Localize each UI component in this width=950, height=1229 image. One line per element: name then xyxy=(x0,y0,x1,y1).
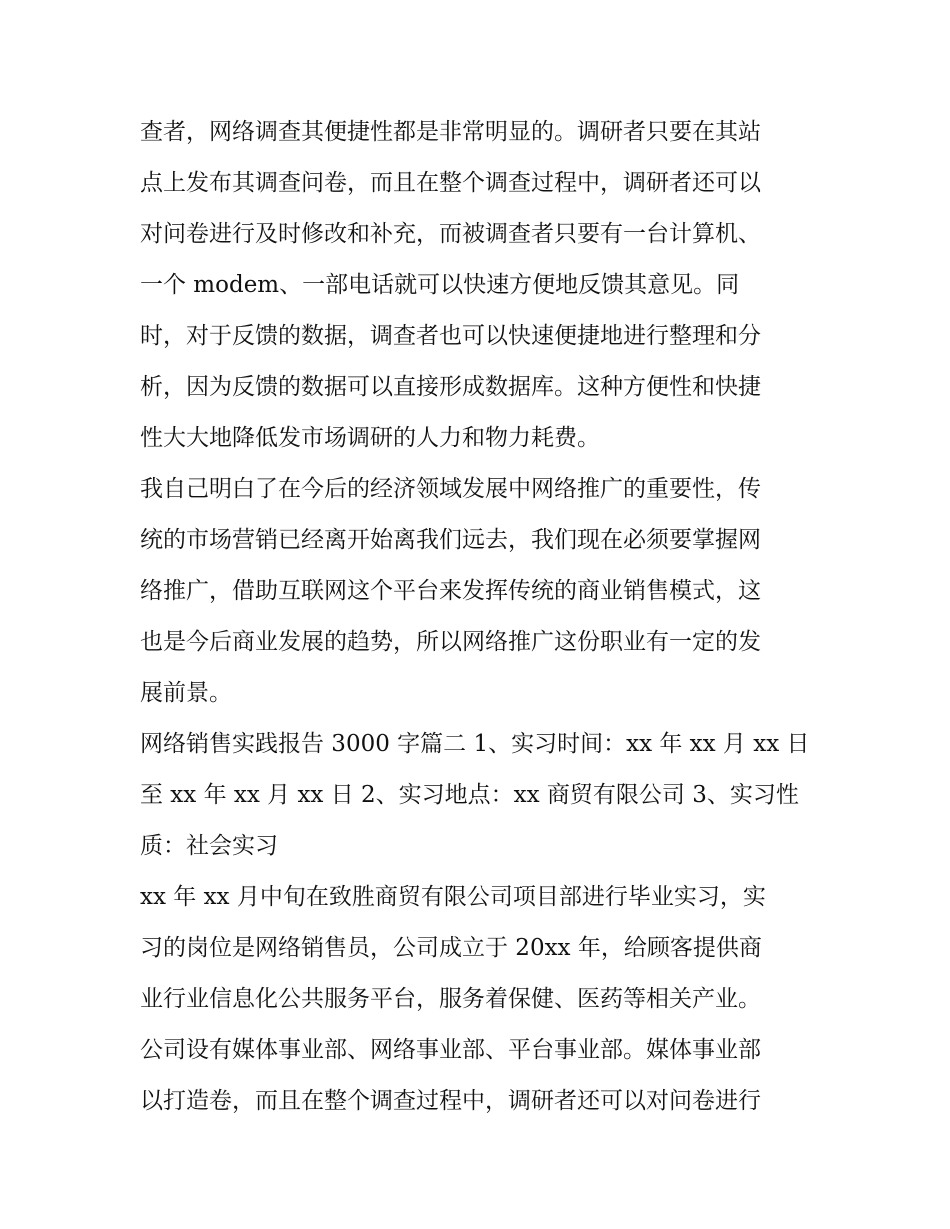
text-line: 网络销售实践报告 3000 字篇二 1、实习时间：xx 年 xx 月 xx 日 xyxy=(140,731,810,757)
text-line: 时，对于反馈的数据，调查者也可以快速便捷地进行整理和分 xyxy=(140,323,761,349)
text-line: 展前景。 xyxy=(140,680,232,706)
text-line: 性大大地降低发市场调研的人力和物力耗费。 xyxy=(140,425,600,451)
text-line: 公司设有媒体事业部、网络事业部、平台事业部。媒体事业部 xyxy=(140,1037,761,1063)
text-line: 对问卷进行及时修改和补充，而被调查者只要有一台计算机、 xyxy=(140,221,761,247)
text-line: 统的市场营销已经离开始离我们远去，我们现在必须要掌握网 xyxy=(140,527,761,553)
text-line: 查者，网络调查其便捷性都是非常明显的。调研者只要在其站 xyxy=(140,119,761,145)
text-line: 业行业信息化公共服务平台，服务着保健、医药等相关产业。 xyxy=(140,986,761,1012)
text-line: 一个 modem、一部电话就可以快速方便地反馈其意见。同 xyxy=(140,272,740,298)
text-line: 络推广，借助互联网这个平台来发挥传统的商业销售模式，这 xyxy=(140,578,761,604)
text-line: 点上发布其调查问卷，而且在整个调查过程中，调研者还可以 xyxy=(140,170,761,196)
document-body xyxy=(140,107,830,1127)
text-line: 习的岗位是网络销售员，公司成立于 20xx 年，给顾客提供商 xyxy=(140,935,762,961)
text-line: 质：社会实习 xyxy=(140,833,278,859)
text-line: 以打造卷，而且在整个调查过程中，调研者还可以对问卷进行 xyxy=(140,1088,761,1114)
text-line: xx 年 xx 月中旬在致胜商贸有限公司项目部进行毕业实习，实 xyxy=(140,884,766,910)
text-line: 我自己明白了在今后的经济领域发展中网络推广的重要性，传 xyxy=(140,476,761,502)
text-line: 也是今后商业发展的趋势，所以网络推广这份职业有一定的发 xyxy=(140,629,761,655)
text-line: 析，因为反馈的数据可以直接形成数据库。这种方便性和快捷 xyxy=(140,374,761,400)
text-line: 至 xx 年 xx 月 xx 日 2、实习地点：xx 商贸有限公司 3、实习性 xyxy=(140,782,799,808)
